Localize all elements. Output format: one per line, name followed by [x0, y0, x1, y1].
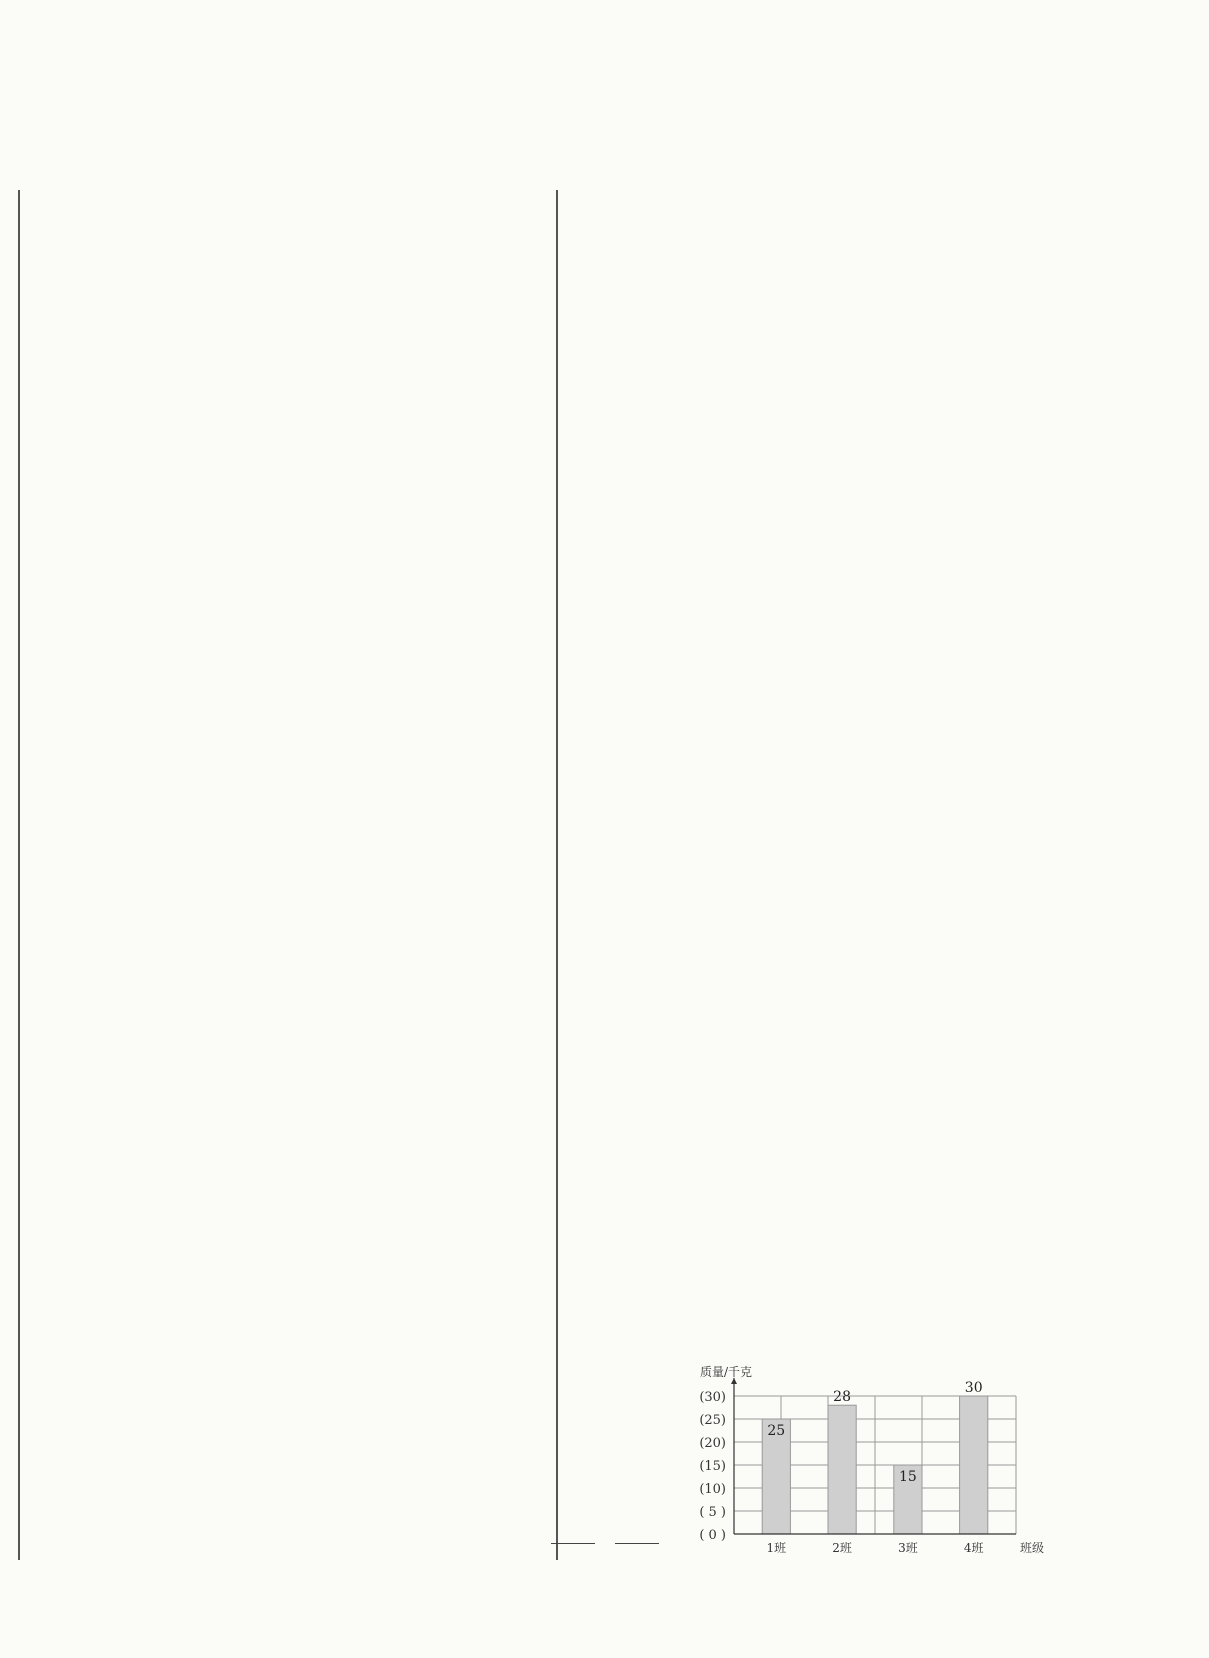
y-tick-label: ( 5 ) — [699, 1505, 726, 1520]
bar-data-label: 15 — [898, 1469, 917, 1485]
y-axis-label: 质量/千克 — [700, 1365, 753, 1379]
y-tick-label: (15) — [699, 1459, 726, 1474]
page-number-dash-right — [615, 1543, 659, 1544]
bar — [960, 1396, 988, 1534]
club-members-bar-chart — [110, 758, 530, 948]
category-label: 1班 — [766, 1541, 787, 1555]
category-label: 2班 — [832, 1541, 852, 1555]
bar-data-label: 28 — [833, 1389, 852, 1406]
class-weight-bar-chart — [660, 1365, 1045, 1556]
page-number-dash-left — [551, 1543, 595, 1544]
bar-data-label: 25 — [767, 1423, 786, 1439]
y-tick-label: ( 0 ) — [699, 1528, 726, 1543]
x-axis-label: 班级 — [1020, 1541, 1045, 1555]
y-tick-label: (30) — [699, 1390, 726, 1405]
y-tick-label: (25) — [699, 1413, 726, 1428]
left-margin-rule — [18, 190, 20, 1560]
page-number — [0, 1530, 1209, 1554]
category-label: 3班 — [898, 1541, 918, 1555]
bar — [828, 1405, 856, 1534]
y-tick-label: (10) — [699, 1482, 726, 1497]
category-label: 4班 — [963, 1541, 984, 1555]
y-tick-label: (20) — [699, 1436, 726, 1451]
column-divider — [556, 190, 558, 1560]
bar-data-label: 30 — [964, 1380, 983, 1396]
